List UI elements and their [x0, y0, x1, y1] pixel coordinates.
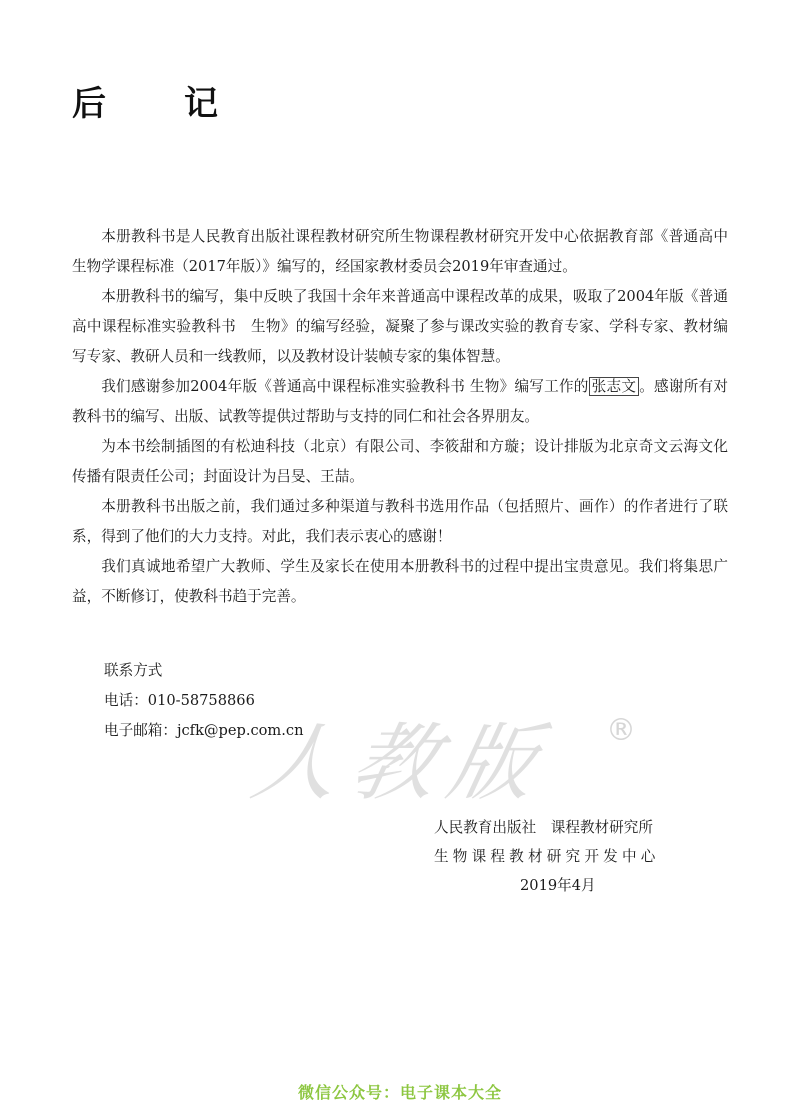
paragraph-5: 本册教科书出版之前，我们通过多种渠道与教科书选用作品（包括照片、画作）的作者进行了联系，得到了他们的大力支持。对此，我们表示衷心的感谢！ — [72, 498, 728, 545]
paragraph-2: 本册教科书的编写，集中反映了我国十余年来普通高中课程改革的成果，吸取了2004年版《普通高中课程标准实验教科书 生物》的编写经验，凝聚了参与课改实验的教育专家、学科专家、教材编写专家、教研人员和一线教师，以及教材设计装帧专家的集体智慧。 — [72, 288, 728, 365]
contact-email: 电子邮箱：jcfk@pep.com.cn — [104, 722, 304, 739]
paragraph-3-lead: 我们感谢参加2004年版《普通高中课程标准实验教科书 生物》编写工作的 — [101, 378, 589, 395]
contact-heading: 联系方式 — [104, 662, 163, 679]
footer-wechat: 微信公众号：电子课本大全 — [297, 1083, 502, 1102]
publish-date: 2019年4月 — [520, 877, 596, 894]
contact-phone: 电话：010-58758866 — [104, 692, 255, 709]
registered-mark: ® — [606, 713, 636, 748]
paragraph-4: 为本书绘制插图的有松迪科技（北京）有限公司、李筱甜和方璇；设计排版为北京奇文云海文化传播有限责任公司；封面设计为吕旻、王喆。 — [72, 438, 728, 485]
publisher-signature — [434, 813, 734, 900]
paragraph-1: 本册教科书是人民教育出版社课程教材研究所生物课程教材研究开发中心依据教育部《普通高中生物学课程标准（2017年版）》编写的，经国家教材委员会2019年审查通过。 — [72, 228, 728, 275]
paragraph-6: 我们真诚地希望广大教师、学生及家长在使用本册教科书的过程中提出宝贵意见。我们将集思广益，不断修订，使教科书趋于完善。 — [72, 558, 728, 605]
publisher-line-2: 生物课程教材研究开发中心 — [434, 848, 660, 865]
publisher-line-1: 人民教育出版社 课程教材研究所 — [434, 819, 653, 836]
highlighted-name: 张志文 — [589, 377, 640, 396]
watermark-text: 人教版 — [244, 714, 559, 813]
contact-block — [104, 656, 303, 746]
afterword-body — [72, 222, 728, 612]
page-title: 后 记 — [72, 84, 240, 124]
paragraph-3 — [72, 372, 728, 432]
paragraph-3-tail: 。感谢所有对教科书的编写、出版、试教等提供过帮助与支持的同仁和社会各界朋友。 — [72, 378, 728, 425]
